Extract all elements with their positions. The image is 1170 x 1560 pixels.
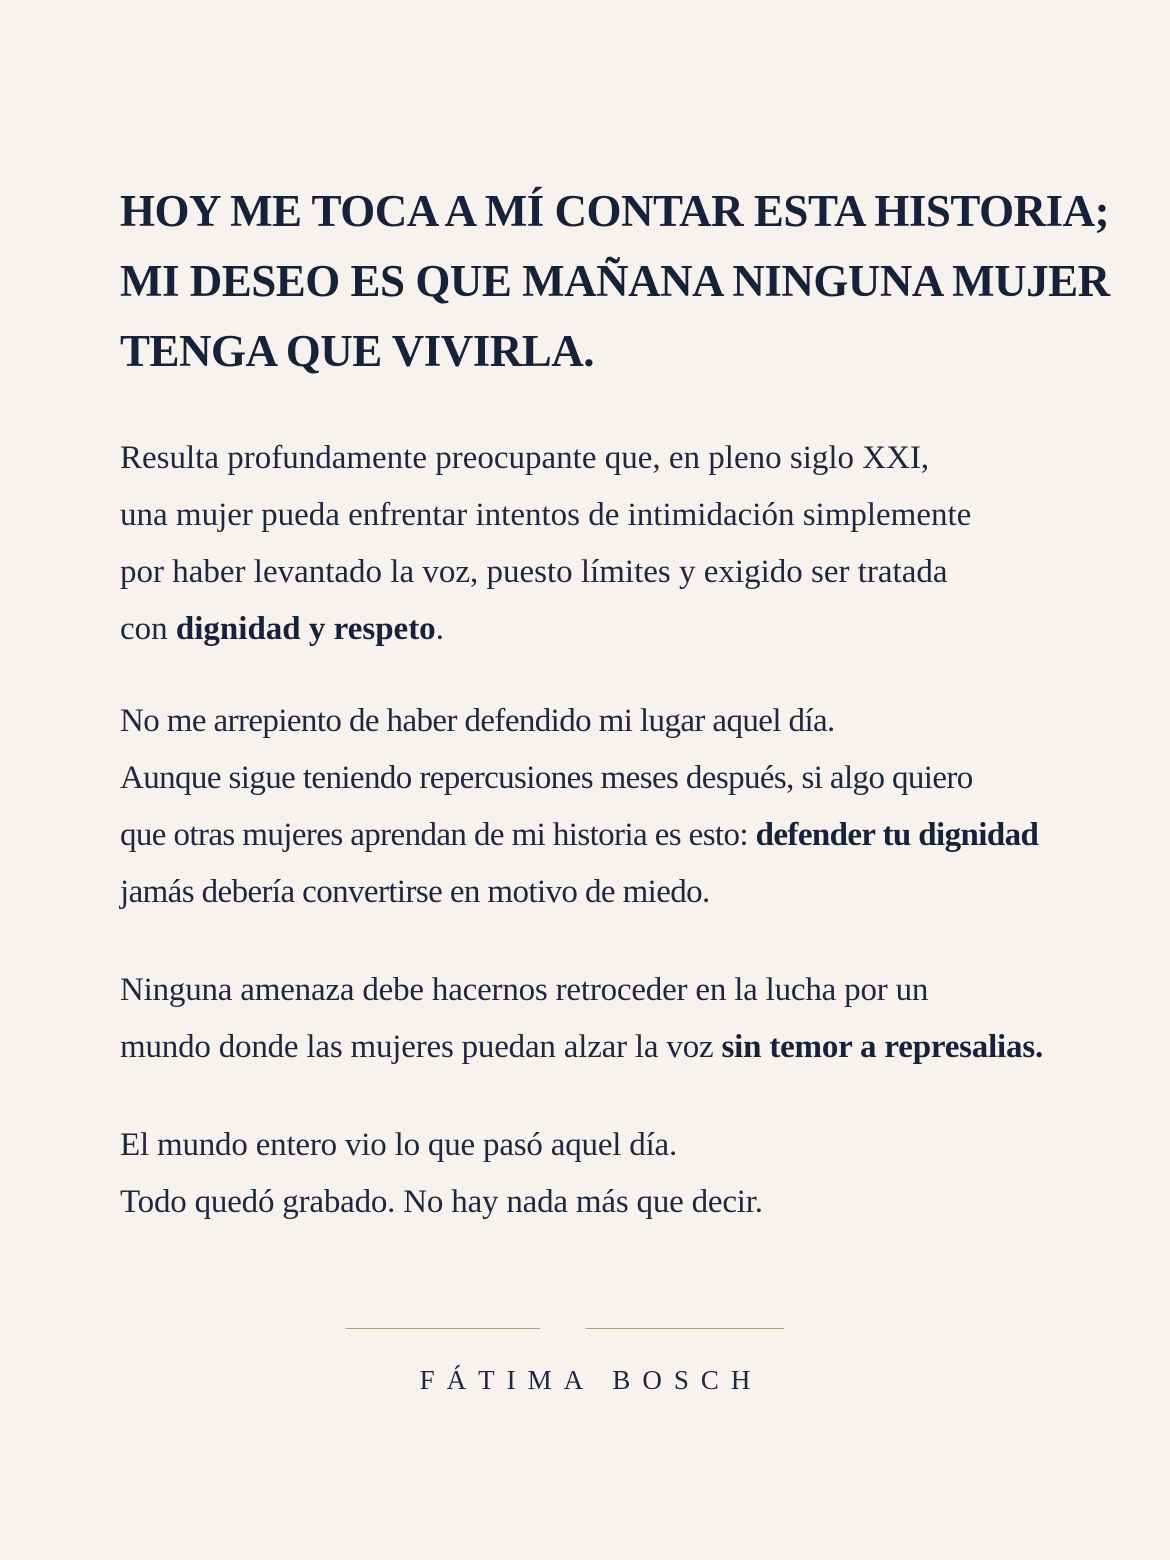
paragraph-line: por haber levantado la voz, puesto límites y exigido ser tratada: [120, 554, 948, 590]
paragraph-line: [120, 1019, 1080, 1076]
paragraph-line: El mundo entero vio lo que pasó aquel día.: [120, 1127, 678, 1163]
paragraph-no-regret: [120, 693, 1080, 921]
paragraph-closing: [120, 1117, 1080, 1231]
headline-line-1: HOY ME TOCA A MÍ CONTAR ESTA HISTORIA;: [120, 186, 1110, 236]
headline-line-2: MI DESEO ES QUE MAÑANA NINGUNA MUJER: [120, 256, 1110, 306]
divider-left: [346, 1328, 540, 1329]
emphasis-sin-temor: sin temor a represalias.: [721, 1029, 1044, 1065]
paragraph-line: [120, 807, 1080, 864]
paragraph-line: Resulta profundamente preocupante que, en pleno siglo XXI,: [120, 440, 930, 476]
emphasis-defender-dignidad: defender tu dignidad: [755, 817, 1039, 853]
paragraph-line: Todo quedó grabado. No hay nada más que decir.: [120, 1184, 763, 1220]
paragraph-line: No me arrepiento de haber defendido mi lugar aquel día.: [120, 703, 835, 739]
paragraph-no-threat: [120, 962, 1080, 1076]
paragraph-intimidation: [120, 430, 1080, 658]
paragraph-line: una mujer pueda enfrentar intentos de intimidación simplemente: [120, 497, 972, 533]
paragraph-line: Ninguna amenaza debe hacernos retroceder en la lucha por un: [120, 972, 929, 1008]
text-segment: con: [120, 611, 176, 647]
paragraph-line: jamás debería convertirse en motivo de miedo.: [120, 874, 710, 910]
text-segment: mundo donde las mujeres puedan alzar la voz: [120, 1029, 722, 1065]
paragraph-line: [120, 601, 1080, 658]
signature: FÁTIMA BOSCH: [419, 1365, 763, 1395]
paragraph-line: Aunque sigue teniendo repercusiones meses después, si algo quiero: [120, 760, 973, 796]
headline: [120, 176, 1110, 386]
divider-right: [586, 1328, 784, 1329]
text-segment: que otras mujeres aprendan de mi historia es esto:: [120, 817, 756, 853]
text-segment: .: [435, 611, 444, 647]
emphasis-dignidad-respeto: dignidad y respeto: [175, 611, 436, 647]
headline-line-3: TENGA QUE VIVIRLA.: [120, 326, 595, 376]
